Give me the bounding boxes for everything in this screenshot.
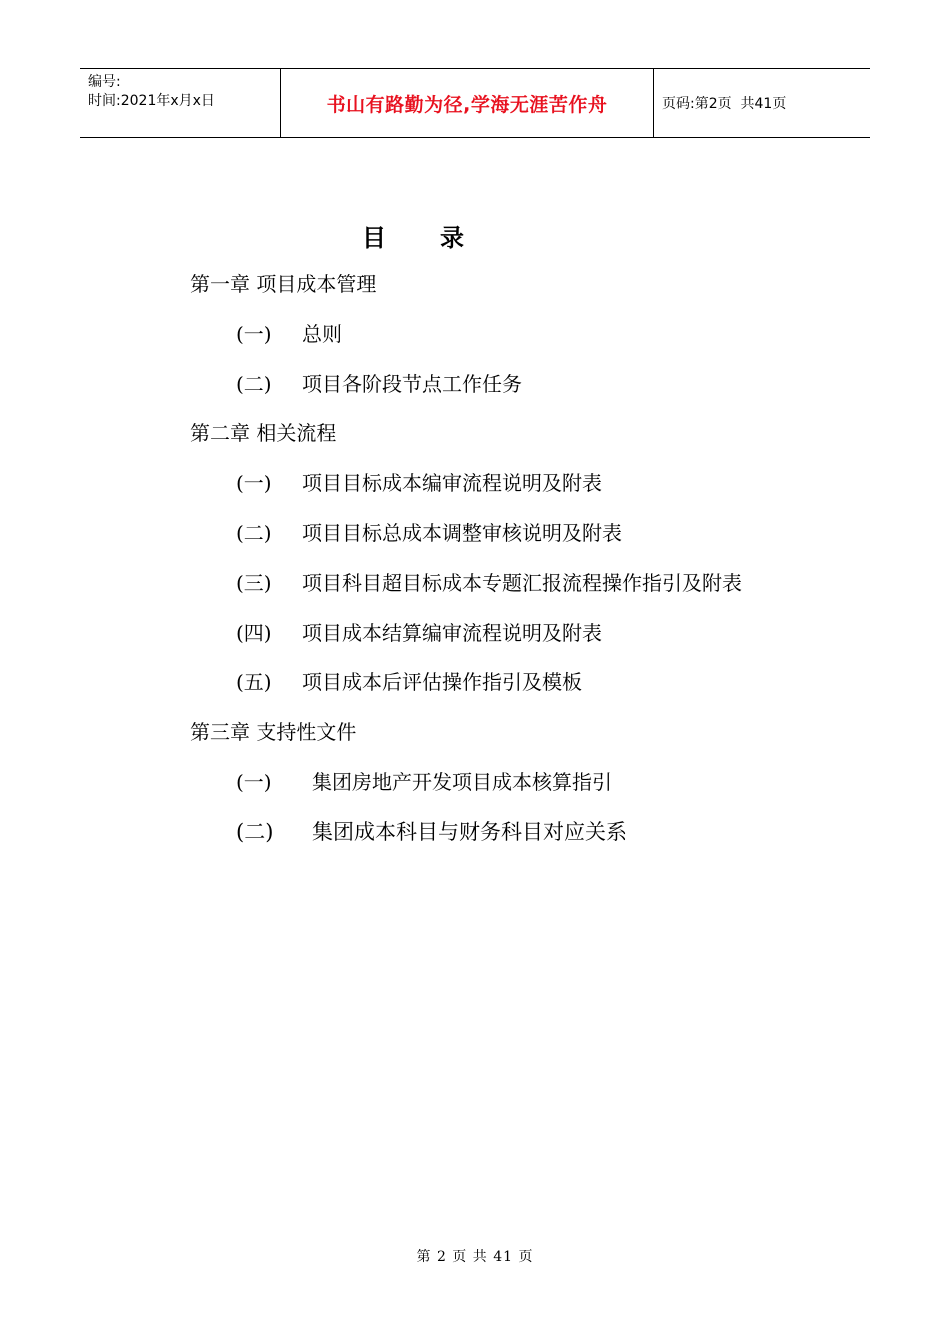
toc-item-number: (二) [236, 820, 274, 844]
toc-item-text: 项目各阶段节点工作任务 [302, 372, 522, 396]
toc-title-char-1: 目 [362, 224, 388, 252]
toc-item[interactable] [236, 320, 342, 348]
toc-item[interactable] [236, 818, 627, 846]
toc-item-number: (二) [236, 372, 272, 396]
toc-item[interactable] [236, 519, 622, 547]
header-motto: 书山有路勤为径,学海无涯苦作舟 [281, 69, 654, 137]
page-header [80, 68, 870, 138]
toc-item-text: 项目成本后评估操作指引及模板 [302, 670, 582, 694]
toc-chapter-2[interactable]: 第二章 相关流程 [190, 421, 337, 445]
toc-chapter-1[interactable]: 第一章 项目成本管理 [190, 272, 377, 296]
toc-item-text: 集团成本科目与财务科目对应关系 [312, 820, 627, 844]
toc-title [0, 218, 828, 253]
toc-item-text: 项目目标总成本调整审核说明及附表 [302, 521, 622, 545]
toc-item-text: 项目成本结算编审流程说明及附表 [302, 621, 602, 645]
toc-item-text: 项目目标成本编审流程说明及附表 [302, 471, 602, 495]
toc-item-number: (三) [236, 571, 272, 595]
toc-item[interactable] [236, 370, 522, 398]
toc-item-number: (一) [236, 322, 272, 346]
toc-item-text: 集团房地产开发项目成本核算指引 [312, 770, 612, 794]
document-time: 时间:2021年x月x日 [88, 93, 215, 109]
toc-item[interactable] [236, 469, 602, 497]
header-page-text: 页码:第2页 共41页 [662, 96, 787, 112]
toc-item-text: 总则 [302, 322, 342, 346]
header-meta [80, 69, 281, 137]
toc-item-number: (一) [236, 770, 272, 794]
toc-item[interactable] [236, 569, 742, 597]
toc-title-char-2: 录 [440, 224, 466, 252]
page-footer: 第 2 页 共 41 页 [416, 1249, 534, 1265]
toc-item-number: (五) [236, 670, 272, 694]
toc-item-number: (二) [236, 521, 272, 545]
toc-item[interactable] [236, 619, 602, 647]
toc-item-number: (一) [236, 471, 272, 495]
toc-chapter-3[interactable]: 第三章 支持性文件 [190, 720, 357, 744]
toc-item[interactable] [236, 668, 582, 696]
toc-item-number: (四) [236, 621, 272, 645]
header-page-info [654, 69, 870, 137]
toc-item-text: 项目科目超目标成本专题汇报流程操作指引及附表 [302, 571, 742, 595]
toc-item[interactable] [236, 768, 612, 796]
document-number-label: 编号: [88, 74, 121, 90]
